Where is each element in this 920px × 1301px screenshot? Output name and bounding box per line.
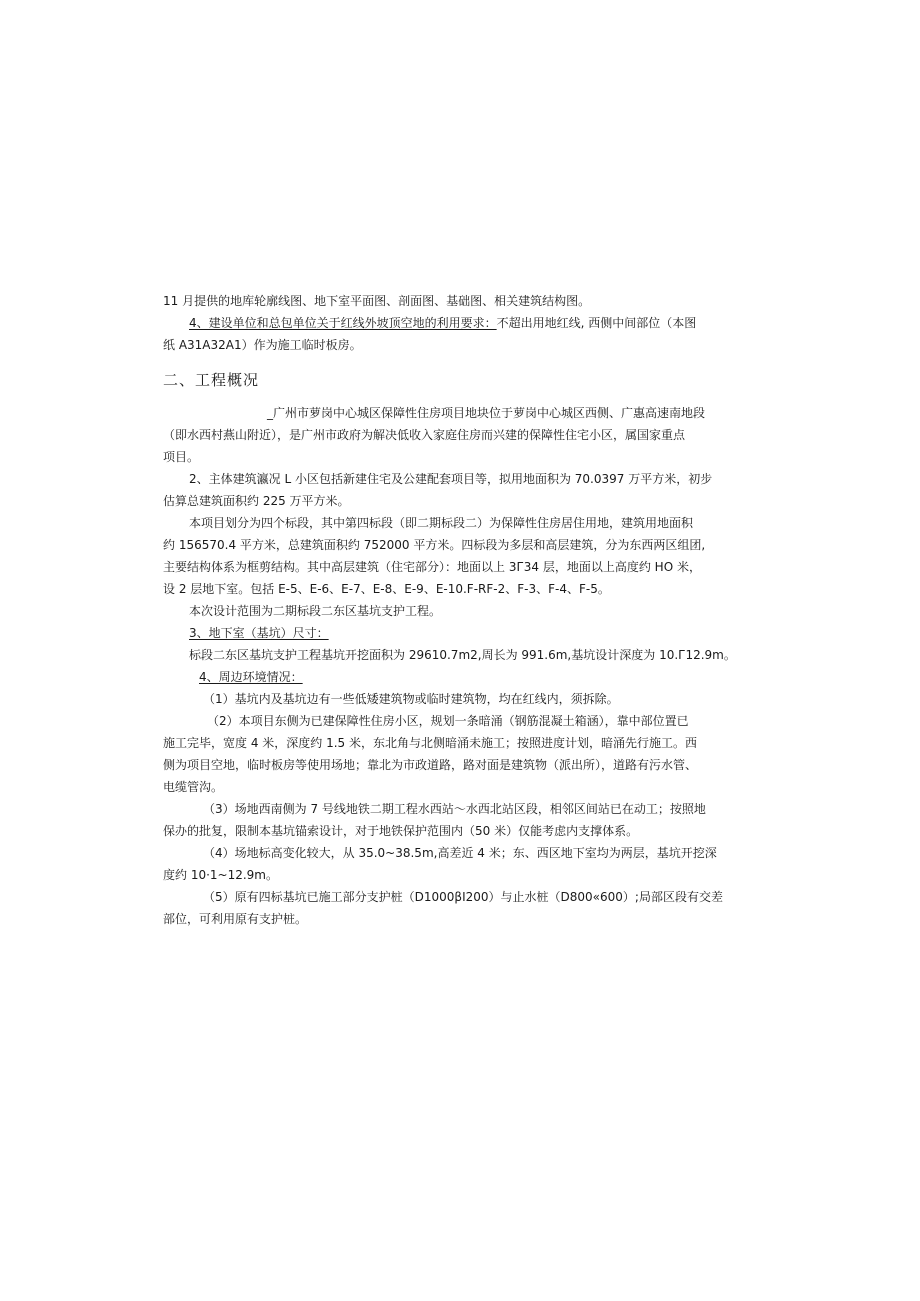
environment-item-3-line1: （3）场地西南侧为 7 号线地铁二期工程水西站～水西北站区段，相邻区间站已在动工；按照地 bbox=[203, 802, 706, 816]
overview-p1-line3: 项目。 bbox=[163, 450, 200, 464]
environment-item-2-line3: 侧为项目空地，临时板房等使用场地；靠北为市政道路，路对面是建筑物（派出所），道路有污水管、 bbox=[163, 758, 698, 772]
environment-item-4-line2: 度约 10·1~12.9m。 bbox=[163, 868, 278, 882]
subsection-3-label: 3、地下室（基坑）尺寸： bbox=[189, 626, 329, 640]
environment-item-5-line1: （5）原有四标基坑已施工部分支护桩（D1000βI200）与止水桩（D800«600）;局部区段有交差 bbox=[203, 890, 723, 904]
environment-item-2-line2: 施工完毕，宽度 4 米，深度约 1.5 米，东北角与北侧暗涌未施工；按照进度计划，暗涌先行施工。西 bbox=[163, 736, 697, 750]
paragraph-item-4-cont: 纸 A31A32A1）作为施工临时板房。 bbox=[163, 338, 362, 352]
subsection-3-heading bbox=[163, 622, 723, 644]
overview-p1-line2: （即水西村燕山附近），是广州市政府为解决低收入家庭住房而兴建的保障性住宅小区，属国家重点 bbox=[163, 428, 686, 442]
subsection-4-label: 4、周边环境情况： bbox=[199, 670, 303, 684]
paragraph-item-4 bbox=[163, 312, 723, 334]
overview-p3-line3: 主要结构体系为框剪结构。其中高层建筑（住宅部分）：地面以上 3Г34 层，地面以上高度约 HO 米， bbox=[163, 560, 701, 574]
document-body bbox=[163, 290, 736, 930]
environment-item-2-line1: （2）本项目东侧为已建保障性住房小区，规划一条暗涌（钢筋混凝土箱涵），靠中部位置已 bbox=[207, 714, 689, 728]
overview-p2-line1: 2、主体建筑瀛况 L 小区包括新建住宅及公建配套项目等，拟用地面积为 70.0397 万平方米，初步 bbox=[189, 472, 713, 486]
item-4-label: 4、建设单位和总包单位关于红线外坡顶空地的利用要求： bbox=[189, 316, 497, 330]
paragraph-drawings-provided: 11 月提供的地库轮廓线图、地下室平面图、剖面图、基础图、相关建筑结构图。 bbox=[163, 294, 591, 308]
overview-p1-line1: _广州市萝岗中心城区保障性住房项目地块位于萝岗中心城区西侧、广惠高速南地段 bbox=[267, 406, 706, 420]
environment-item-4-line1: （4）场地标高变化较大，从 35.0~38.5m,高差近 4 米；东、西区地下室均为两层，基坑开挖深 bbox=[203, 846, 717, 860]
environment-item-5-line2: 部位，可利用原有支护桩。 bbox=[163, 912, 308, 926]
environment-item-1: （1）基坑内及基坑边有一些低矮建筑物或临时建筑物，均在红线内，须拆除。 bbox=[203, 692, 619, 706]
environment-item-3-line2: 保办的批复，限制本基坑锚索设计，对于地铁保护范围内（50 米）仅能考虑内支撑体系。 bbox=[163, 824, 639, 838]
environment-item-2-line4: 电缆管沟。 bbox=[163, 780, 224, 794]
item-4-text: 不超出用地红线, 西侧中间部位（本图 bbox=[496, 316, 697, 330]
overview-p2-line2: 估算总建筑面积约 225 万平方米。 bbox=[163, 494, 350, 508]
section-heading: 二、工程概况 bbox=[163, 371, 260, 389]
overview-p4: 本次设计范围为二期标段二东区基坑支护工程。 bbox=[189, 604, 442, 618]
subsection-3-text: 标段二东区基坑支护工程基坑开挖面积为 29610.7m2,周长为 991.6m,基坑设计深度为 10.Г12.9m。 bbox=[189, 648, 736, 662]
overview-p3-line1: 本项目划分为四个标段，其中第四标段（即二期标段二）为保障性住房居住用地，建筑用地面积 bbox=[189, 516, 694, 530]
overview-p3-line2: 约 156570.4 平方米，总建筑面积约 752000 平方米。四标段为多层和高层建筑，分为东西两区组团, bbox=[163, 538, 706, 552]
subsection-4-heading bbox=[163, 666, 723, 688]
overview-p3-line4: 设 2 层地下室。包括 E-5、E-6、E-7、E-8、E-9、E-10.F-RF-2、F-3、F-4、F-5。 bbox=[163, 582, 610, 596]
